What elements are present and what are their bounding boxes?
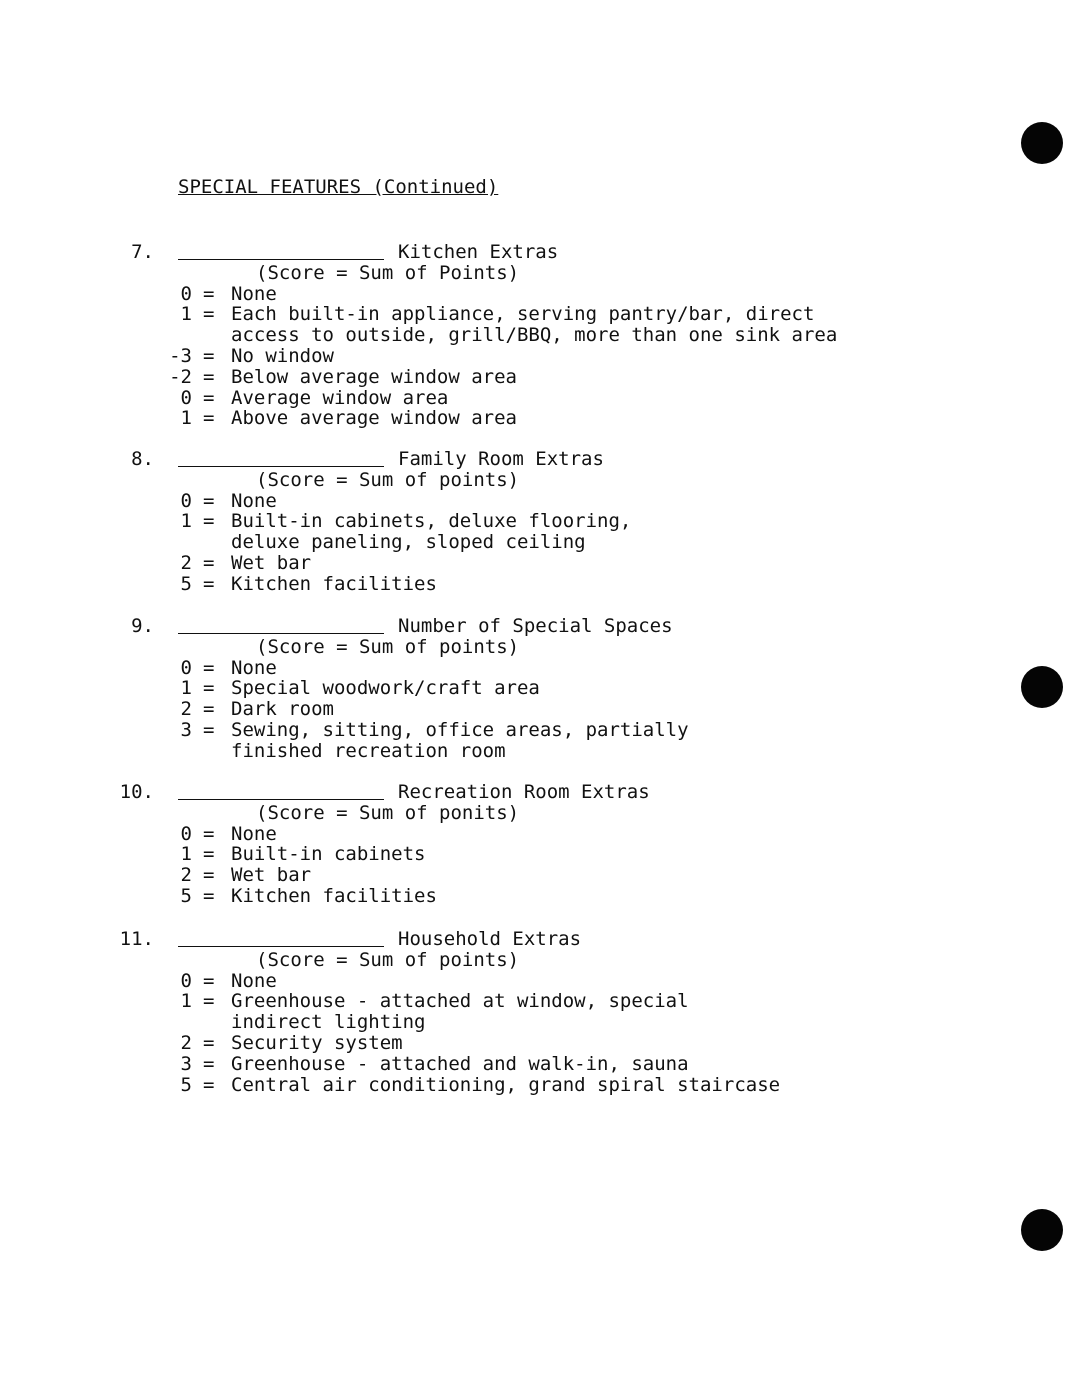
score-note: (Score = Sum of points) xyxy=(256,635,520,658)
item-number: 9. xyxy=(131,615,154,637)
equals-sign: = xyxy=(203,698,215,720)
option-points: 1 xyxy=(180,407,192,429)
option-points: 0 xyxy=(180,387,192,409)
option-description: None xyxy=(231,490,277,512)
equals-sign: = xyxy=(203,345,215,367)
score-note: (Score = Sum of points) xyxy=(256,948,520,971)
equals-sign: = xyxy=(203,1074,215,1096)
equals-sign: = xyxy=(203,719,215,741)
section-title: Number of Special Spaces xyxy=(398,615,673,637)
option-description-continued: indirect lighting xyxy=(231,1011,426,1033)
option-description: Greenhouse - attached and walk-in, sauna xyxy=(231,1053,689,1075)
option-points: 1 xyxy=(180,990,192,1012)
equals-sign: = xyxy=(203,303,215,325)
equals-sign: = xyxy=(203,657,215,679)
binder-hole-top xyxy=(1021,122,1063,164)
item-number: 10. xyxy=(119,781,154,803)
score-note: (Score = Sum of ponits) xyxy=(256,801,520,824)
item-number: 11. xyxy=(119,928,154,950)
option-points: 1 xyxy=(180,510,192,532)
section-title: Recreation Room Extras xyxy=(398,781,650,803)
equals-sign: = xyxy=(203,573,215,595)
equals-sign: = xyxy=(203,1032,215,1054)
item-number: 7. xyxy=(131,241,154,263)
option-points: 2 xyxy=(180,698,192,720)
option-description: None xyxy=(231,657,277,679)
option-description: None xyxy=(231,823,277,845)
score-note: (Score = Sum of points) xyxy=(256,468,520,491)
option-points: 0 xyxy=(180,490,192,512)
item-number: 8. xyxy=(131,448,154,470)
score-entry-line xyxy=(178,633,384,634)
option-description: Wet bar xyxy=(231,864,312,886)
equals-sign: = xyxy=(203,552,215,574)
option-points: 0 xyxy=(180,657,192,679)
score-entry-line xyxy=(178,466,384,467)
option-description: Built-in cabinets xyxy=(231,843,426,865)
option-description: Wet bar xyxy=(231,552,312,574)
option-points: 5 xyxy=(180,1074,192,1096)
score-entry-line xyxy=(178,259,384,260)
option-description: Below average window area xyxy=(231,366,517,388)
section-title: Family Room Extras xyxy=(398,448,604,470)
option-points: 2 xyxy=(180,864,192,886)
option-description: None xyxy=(231,283,277,305)
option-points: 3 xyxy=(180,1053,192,1075)
option-description: Dark room xyxy=(231,698,334,720)
equals-sign: = xyxy=(203,885,215,907)
option-description: Central air conditioning, grand spiral staircase xyxy=(231,1074,781,1096)
score-entry-line xyxy=(178,946,384,947)
equals-sign: = xyxy=(203,490,215,512)
section-title: Household Extras xyxy=(398,928,582,950)
page-heading: SPECIAL FEATURES (Continued) xyxy=(178,176,499,198)
option-description-continued: deluxe paneling, sloped ceiling xyxy=(231,531,586,553)
equals-sign: = xyxy=(203,864,215,886)
option-points: -2 xyxy=(169,366,192,388)
option-points: 0 xyxy=(180,823,192,845)
option-points: 5 xyxy=(180,573,192,595)
equals-sign: = xyxy=(203,677,215,699)
equals-sign: = xyxy=(203,283,215,305)
option-description: No window xyxy=(231,345,334,367)
option-description: Average window area xyxy=(231,387,449,409)
option-description-continued: access to outside, grill/BBQ, more than one sink area xyxy=(231,324,838,346)
option-points: 5 xyxy=(180,885,192,907)
option-description: Each built-in appliance, serving pantry/bar, direct xyxy=(231,303,815,325)
option-points: 1 xyxy=(180,843,192,865)
equals-sign: = xyxy=(203,366,215,388)
option-description-continued: finished recreation room xyxy=(231,740,506,762)
option-points: 0 xyxy=(180,970,192,992)
equals-sign: = xyxy=(203,990,215,1012)
option-description: Sewing, sitting, office areas, partially xyxy=(231,719,689,741)
option-description: Kitchen facilities xyxy=(231,885,437,907)
option-points: 2 xyxy=(180,1032,192,1054)
option-points: 2 xyxy=(180,552,192,574)
option-description: Greenhouse - attached at window, special xyxy=(231,990,689,1012)
option-points: 0 xyxy=(180,283,192,305)
option-description: Security system xyxy=(231,1032,403,1054)
binder-hole-bottom xyxy=(1021,1209,1063,1251)
option-description: Kitchen facilities xyxy=(231,573,437,595)
equals-sign: = xyxy=(203,843,215,865)
equals-sign: = xyxy=(203,510,215,532)
option-description: Special woodwork/craft area xyxy=(231,677,540,699)
equals-sign: = xyxy=(203,1053,215,1075)
option-points: 1 xyxy=(180,303,192,325)
equals-sign: = xyxy=(203,823,215,845)
equals-sign: = xyxy=(203,407,215,429)
option-points: -3 xyxy=(169,345,192,367)
score-note: (Score = Sum of Points) xyxy=(256,261,520,284)
score-entry-line xyxy=(178,799,384,800)
option-description: Built-in cabinets, deluxe flooring, xyxy=(231,510,632,532)
binder-hole-middle xyxy=(1021,666,1063,708)
section-title: Kitchen Extras xyxy=(398,241,559,263)
option-description: Above average window area xyxy=(231,407,517,429)
option-description: None xyxy=(231,970,277,992)
option-points: 3 xyxy=(180,719,192,741)
equals-sign: = xyxy=(203,970,215,992)
equals-sign: = xyxy=(203,387,215,409)
option-points: 1 xyxy=(180,677,192,699)
